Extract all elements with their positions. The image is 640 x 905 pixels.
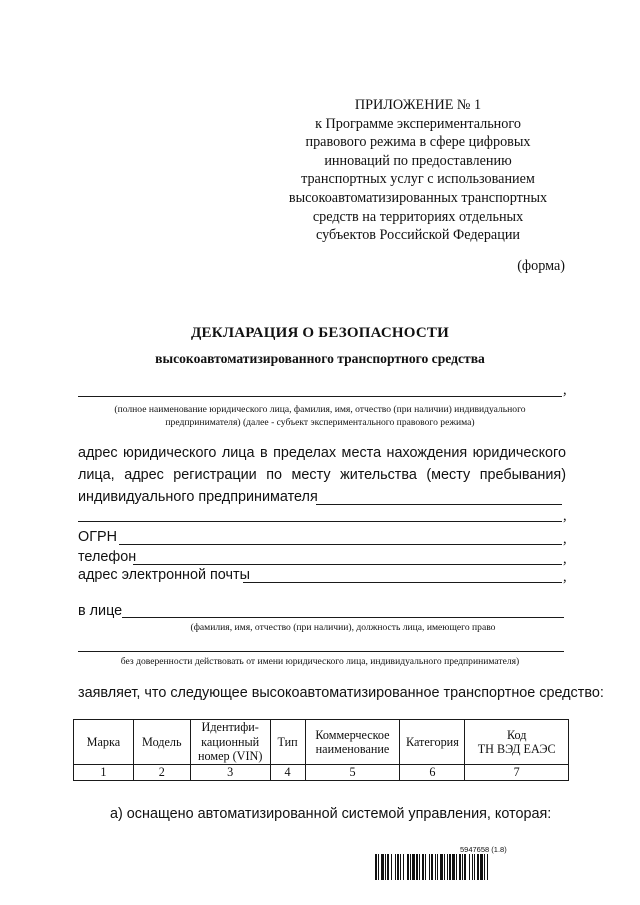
table-cell: 2 [133,765,190,781]
address-text-line: лица, адрес регистрации по месту жительства (месту пребывания) [78,467,566,483]
table-header-cell: Категория [400,720,465,765]
barcode-bar [410,854,411,880]
comma: , [563,531,567,547]
table-header-cell: Модель [133,720,190,765]
barcode-bar [407,854,409,880]
table-cell: 3 [190,765,270,781]
table-cell: 6 [400,765,465,781]
table-header-cell: Идентифи- кационный номер (VIN) [190,720,270,765]
vehicle-table [73,719,569,781]
barcode-bar [391,854,392,880]
barcode-number: 5947658 (1.8) [460,845,507,854]
barcode-bar [474,854,475,880]
barcode-bar [385,854,386,880]
barcode-bar [469,854,470,880]
barcode-bar [425,854,426,880]
address-field-continued[interactable] [78,521,562,522]
address-text-line: адрес юридического лица в пределах места нахождения юридического [78,445,566,461]
phone-label: телефон [78,549,137,565]
table-row [74,765,569,781]
barcode-bar [412,854,415,880]
barcode-bar [416,854,418,880]
barcode-bar [378,854,379,880]
appendix-header [250,96,586,245]
clause-a: а) оснащено автоматизированной системой управления, которая: [110,806,552,822]
person-hint: (фамилия, имя, отчество (при наличии), должность лица, имеющего право [190,622,496,633]
comma: , [563,508,567,524]
ogrn-label: ОГРН [78,529,117,545]
document-subtitle: высокоавтоматизированного транспортного средства [155,351,485,366]
barcode-bar [437,854,438,880]
barcode-bar [395,854,396,880]
document-title: ДЕКЛАРАЦИЯ О БЕЗОПАСНОСТИ [191,325,449,341]
barcode-bar [472,854,473,880]
table-cell: 7 [465,765,569,781]
barcode-bar [456,854,457,880]
address-text-line: индивидуального предпринимателя [78,489,318,505]
email-field[interactable] [243,582,562,583]
barcode-bar [484,854,485,880]
barcode-bar [431,854,433,880]
phone-field[interactable] [133,564,562,565]
table-header-cell: Код ТН ВЭД ЕАЭС [465,720,569,765]
comma: , [563,382,567,398]
table-header-cell: Тип [270,720,305,765]
barcode-bar [397,854,399,880]
table-cell: 5 [305,765,400,781]
table-header-cell: Коммерческое наименование [305,720,400,765]
ogrn-field[interactable] [119,544,562,545]
barcode-bar [419,854,420,880]
comma: , [563,551,567,567]
comma: , [563,569,567,585]
person-field-continued[interactable] [78,651,564,652]
barcode-bar [403,854,404,880]
hint-line: (полное наименование юридического лица, фамилия, имя, отчество (при наличии) индивидуального [114,404,526,415]
address-field[interactable] [316,504,562,505]
barcode-bar [387,854,389,880]
appendix-line: к Программе экспериментального [315,115,521,132]
barcode-bar [375,854,377,880]
barcode-bar [400,854,401,880]
appendix-line: правового режима в сфере цифровых [305,134,531,151]
barcode-bar [487,854,488,880]
table-cell: 4 [270,765,305,781]
person-label: в лице [78,603,123,619]
appendix-line: субъектов Российской Федерации [315,227,521,244]
barcode-bar [447,854,448,880]
appendix-line: средств на территориях отдельных [312,208,524,225]
barcode-bar [462,854,463,880]
barcode-bar [464,854,466,880]
appendix-title: ПРИЛОЖЕНИЕ № 1 [354,97,482,113]
appendix-line: транспортных услуг с использованием [301,171,535,188]
table-cell: 1 [74,765,134,781]
email-label: адрес электронной почты [78,567,250,583]
applicant-name-hint [72,403,568,429]
barcode [375,854,569,880]
form-label: (форма) [517,258,565,274]
appendix-line: высокоавтоматизированных транспортных [288,189,548,206]
barcode-bar [435,854,436,880]
barcode-bar [452,854,455,880]
appendix-line: инноваций по предоставлению [324,152,512,169]
barcode-bar [480,854,483,880]
declaration-text: заявляет, что следующее высокоавтоматизированное транспортное средство: [78,685,604,701]
barcode-bar [440,854,443,880]
person-hint: без доверенности действовать от имени юридического лица, индивидуального предпринимателя) [120,656,520,667]
hint-line: предпринимателя) (далее - субъект экспериментального правового режима) [165,417,475,428]
barcode-bar [459,854,461,880]
barcode-bar [449,854,451,880]
applicant-name-field[interactable] [78,396,562,397]
barcode-bar [429,854,430,880]
barcode-bar [381,854,384,880]
barcode-bar [477,854,479,880]
barcode-bar [444,854,445,880]
person-field[interactable] [122,617,564,618]
table-header-cell: Марка [74,720,134,765]
barcode-bar [422,854,424,880]
table-header-row [74,720,569,765]
